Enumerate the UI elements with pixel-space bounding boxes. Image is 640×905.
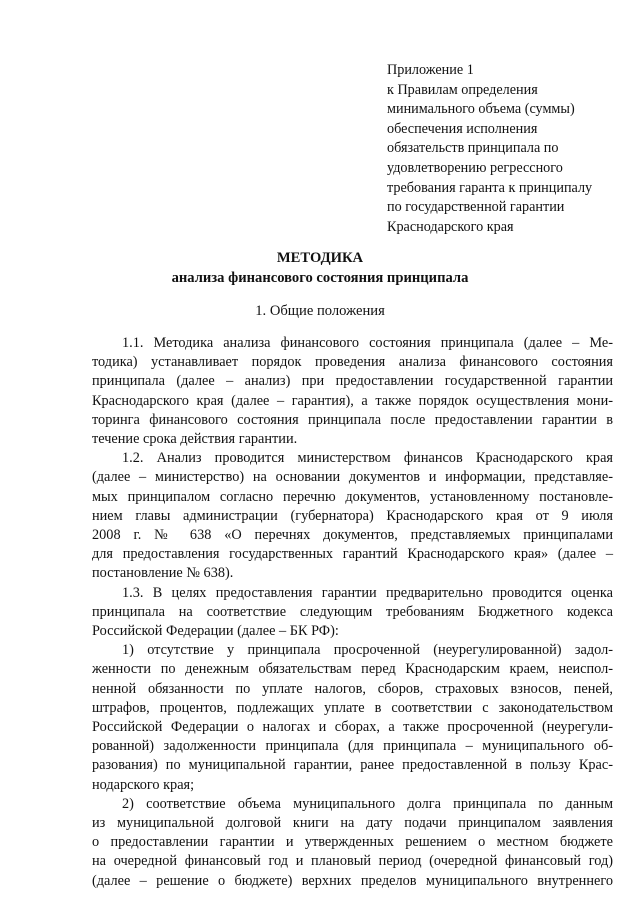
paragraph-line: 1.1. Методика анализа финансового состояния принципала (далее – Ме- [122,335,613,351]
paragraph-line: нием главы администрации (губернатора) Краснодарского края от 9 июля [92,507,613,524]
paragraph [92,449,613,583]
appendix-line: Краснодарского края [387,218,514,235]
paragraph [92,584,613,642]
document-subtitle: анализа финансового состояния принципала [171,270,469,286]
appendix-line: удовлетворению регрессного [387,159,563,176]
paragraph-line: постановление № 638). [92,565,234,582]
paragraph-line: рованной) задолженности принципала (для принципала – муниципального об- [92,738,613,755]
appendix-line: обязательств принципала по [387,140,559,157]
paragraph [92,641,613,795]
section-heading: 1. Общие положения [255,303,385,319]
appendix-line: обеспечения исполнения [387,120,538,137]
appendix-line: требования гаранта к принципалу [387,179,593,196]
paragraph-line: 1) отсутствие у принципала просроченной (неурегулированной) задол- [122,642,613,659]
paragraph-line: 1.2. Анализ проводится министерством финансов Краснодарского края [122,450,613,467]
paragraph-line: разования) по муниципальной гарантии, ранее предоставленной в пользу Крас- [92,757,613,774]
paragraph-line: течение срока действия гарантии. [92,431,298,448]
paragraph-line: на очередной финансовый год и плановый период (очередной финансовый год) [92,853,613,870]
paragraph-line: 2) соответствие объема муниципального долга принципала по данным [122,795,613,812]
appendix-line: Приложение 1 [387,62,474,78]
appendix-note [387,61,632,237]
paragraph-line: торинга финансового состояния принципала после предоставлении гарантии в [92,411,613,428]
appendix-line: к Правилам определения [387,81,538,98]
paragraph-line: из муниципальной долговой книги на дату подачи принципалом заявления [92,815,613,832]
paragraph-line: мых принципалом согласно перечню документов, установленному постановле- [92,488,613,505]
paragraph-line: ненной обязанности по уплате налогов, сборов, страховых взносов, пеней, [92,680,613,697]
paragraph-line: женности по денежным обязательствам перед Краснодарским краем, неиспол- [92,661,613,678]
paragraph [92,334,613,449]
document-title: МЕТОДИКА [276,250,364,266]
paragraph-line: тодика) устанавливает порядок проведения анализа финансового состояния [92,354,613,371]
paragraph-line: (далее – министерство) на основании документов и информации, представляе- [92,469,613,486]
paragraph-line: 1.3. В целях предоставления гарантии предварительно проводится оценка [122,584,613,601]
paragraph-line: о предоставлении гарантии и утвержденных решением о местном бюджете [92,834,613,851]
paragraph-line: принципала (далее – анализ) при предоставлении государственной гарантии [92,373,613,390]
paragraph-line: нодарского края; [92,776,195,793]
appendix-line: минимального объема (суммы) [387,101,575,118]
paragraph-line: Российской Федерации о налогах и сборах, а также просроченной (неурегули- [92,719,613,736]
paragraph-line: принципала на соответствие следующим требованиям Бюджетного кодекса [92,603,613,620]
paragraph-line: Краснодарского края (далее – гарантия), а также порядок осуществления мони- [92,392,613,409]
appendix-line: по государственной гарантии [387,199,565,216]
paragraph [92,795,613,891]
paragraph-line: 2008 г. № 638 «О перечнях документов, представляемых принципалами [92,527,613,544]
paragraph-line: (далее – решение о бюджете) верхних пределов муниципального внутреннего [92,872,613,889]
paragraph-line: Российской Федерации (далее – БК РФ): [92,623,339,640]
paragraph-line: для предоставления государственных гарантий Краснодарского края» (далее – [92,546,613,563]
body-text [92,334,613,891]
paragraph-line: штрафов, процентов, подлежащих уплате в соответствии с законодательством [92,699,613,716]
